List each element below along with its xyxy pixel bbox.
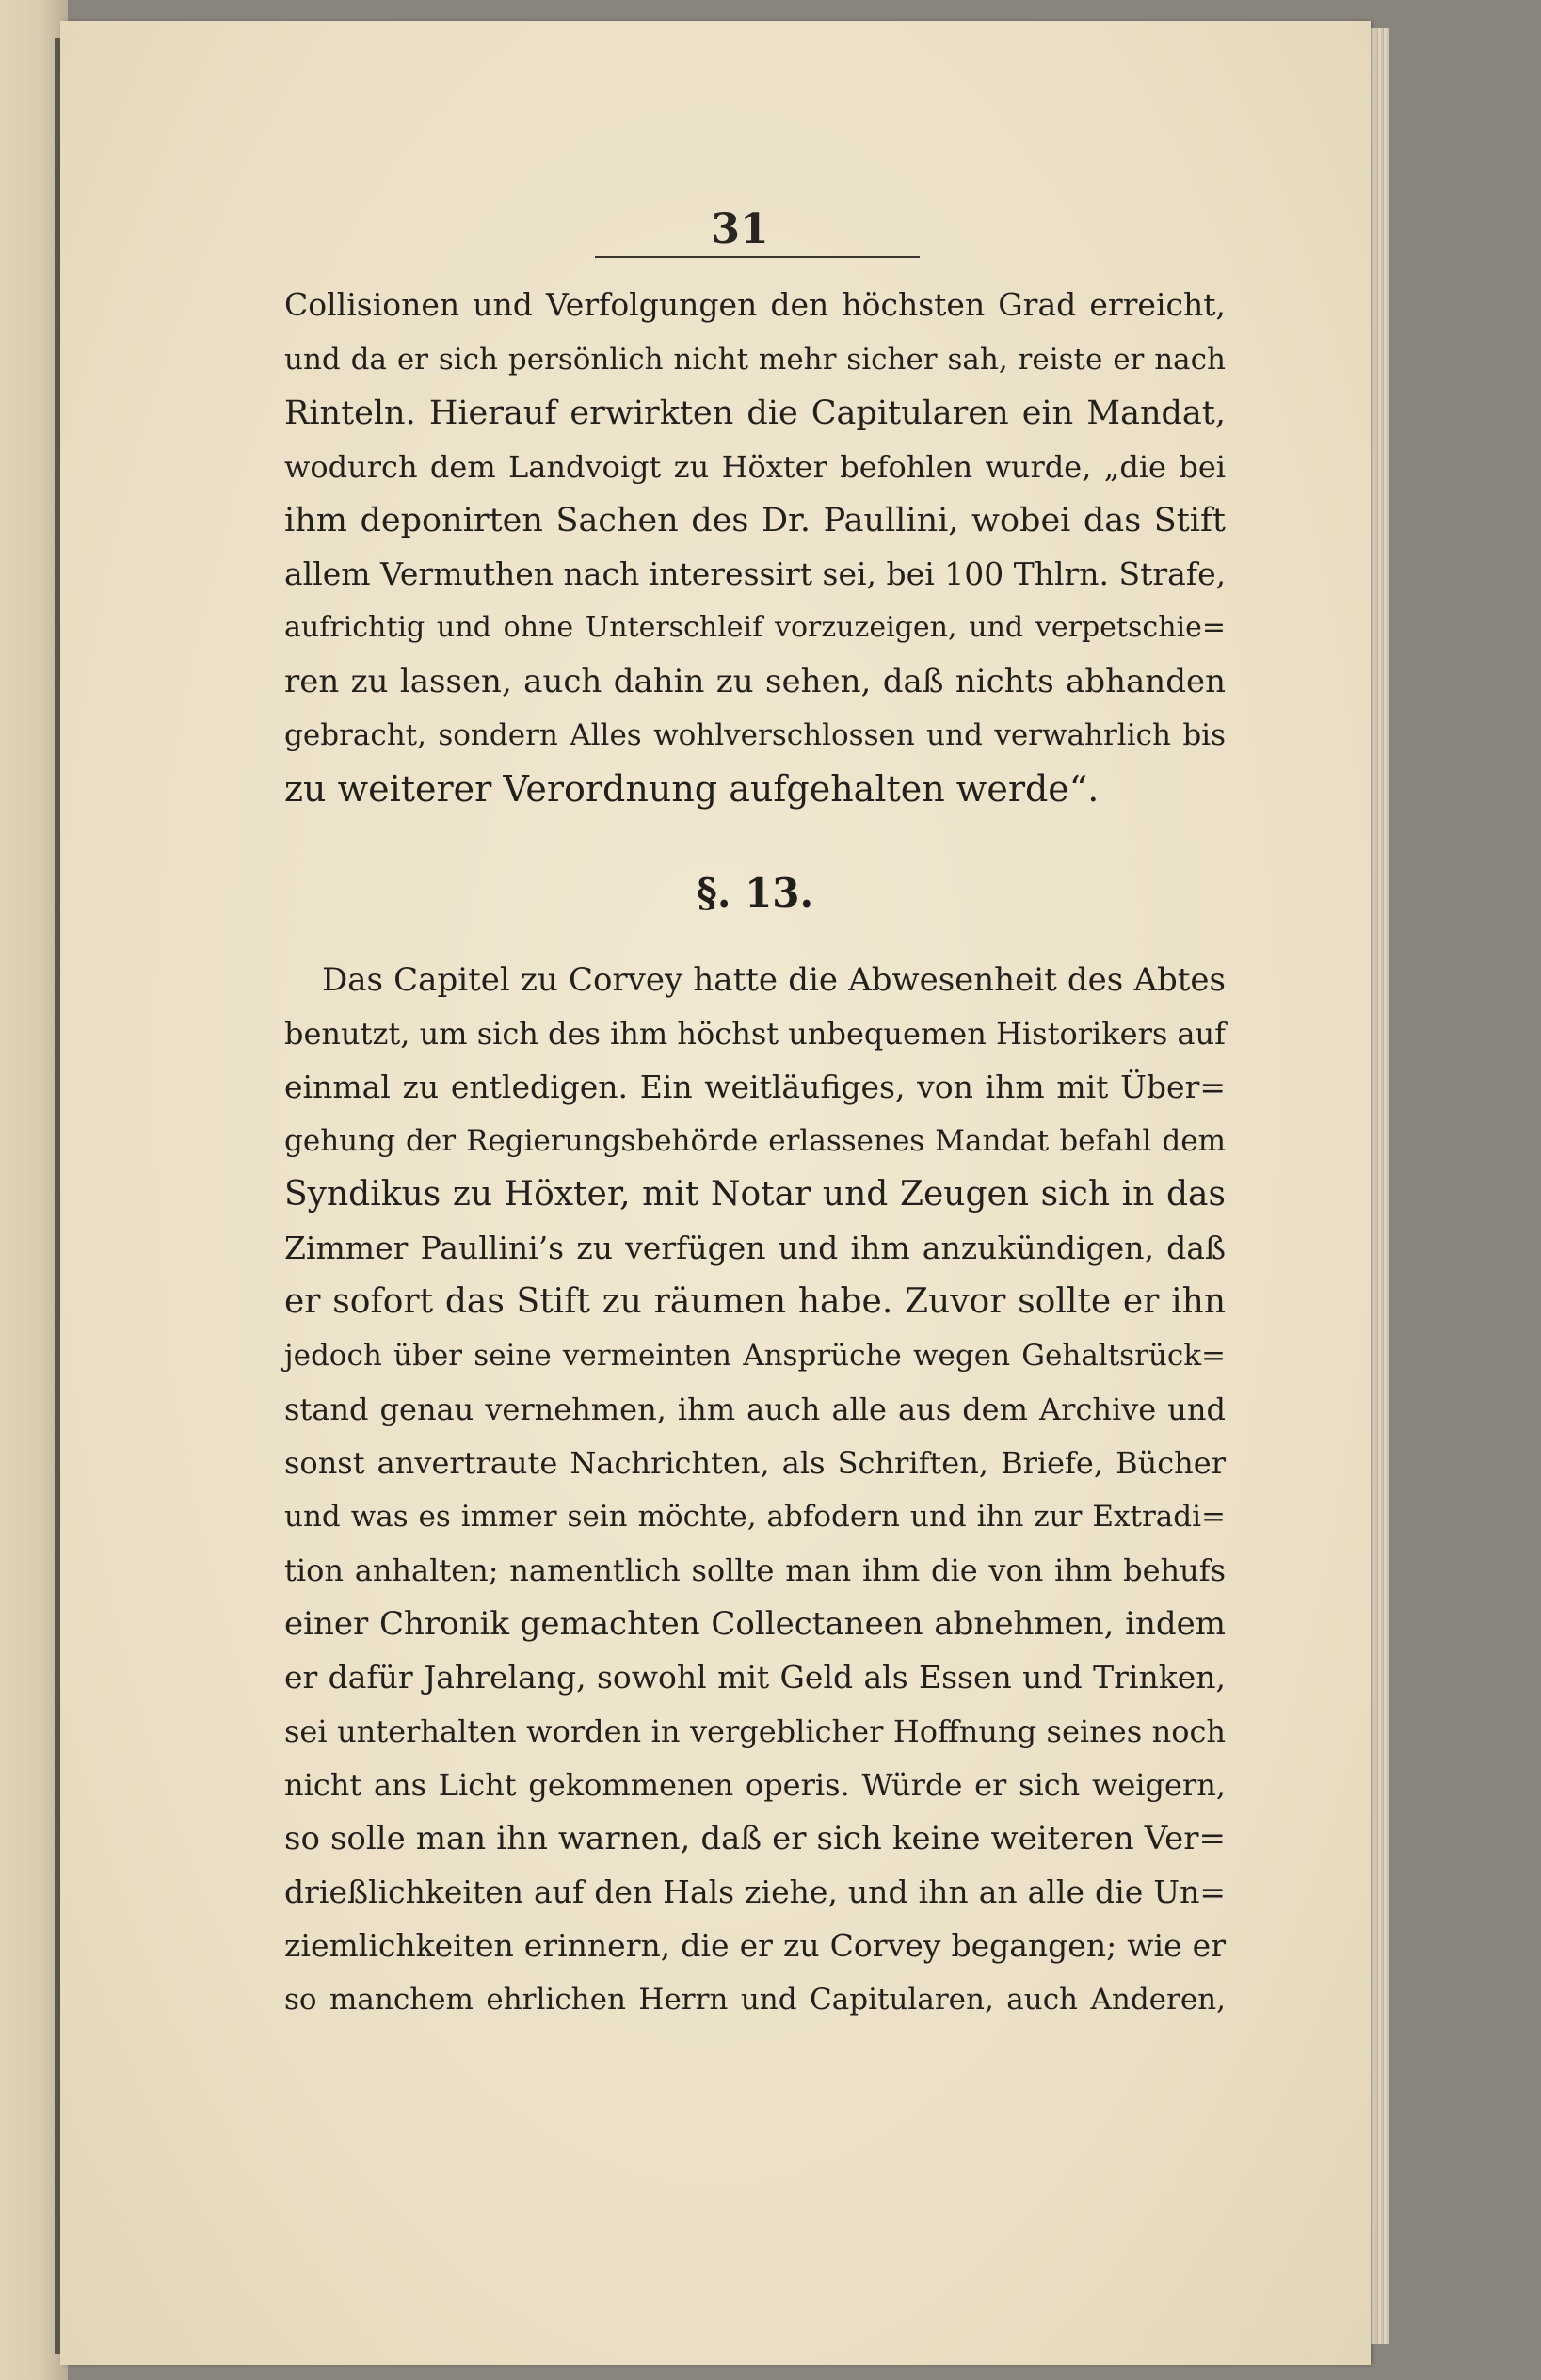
header-rule	[595, 256, 920, 258]
text-line: jedoch über seine vermeinten Ansprüche wegen Gehaltsrück=	[284, 1339, 1226, 1373]
text-line: zu weiterer Verordnung aufgehalten werde“.	[284, 768, 1100, 810]
text-line: Rinteln. Hierauf erwirkten die Capitularen ein Mandat,	[284, 394, 1226, 432]
text-line: wodurch dem Landvoigt zu Höxter befohlen wurde, „die bei	[284, 449, 1226, 485]
text-line: und was es immer sein möchte, abfodern und ihn zur Extradi=	[284, 1500, 1226, 1534]
text-line: drießlichkeiten auf den Hals ziehe, und ihn an alle die Un=	[284, 1873, 1226, 1910]
text-line: nicht ans Licht gekommenen operis. Würde er sich weigern,	[284, 1767, 1226, 1803]
text-line: stand genau vernehmen, ihm auch alle aus dem Archive und	[284, 1391, 1226, 1427]
text-line: tion anhalten; namentlich sollte man ihm die von ihm behufs	[284, 1552, 1226, 1588]
text-line: so manchem ehrlichen Herrn und Capitularen, auch Anderen,	[284, 1983, 1226, 2017]
text-line: er dafür Jahrelang, sowohl mit Geld als Essen und Trinken,	[284, 1659, 1226, 1696]
text-line: benutzt, um sich des ihm höchst unbequemen Historikers auf	[284, 1016, 1226, 1052]
text-line: ren zu lassen, auch dahin zu sehen, daß nichts abhanden	[284, 663, 1226, 700]
text-line: sonst anvertraute Nachrichten, als Schriften, Briefe, Bücher	[284, 1445, 1226, 1481]
book-page	[60, 21, 1371, 2365]
text-line: einmal zu entledigen. Ein weitläufiges, von ihm mit Über=	[284, 1069, 1226, 1105]
text-line: gebracht, sondern Alles wohlverschlossen und verwahrlich bis	[284, 718, 1226, 752]
text-line: Collisionen und Verfolgungen den höchsten Grad erreicht,	[284, 286, 1226, 323]
text-line: ziemlichkeiten erinnern, die er zu Corvey begangen; wie er	[284, 1927, 1226, 1964]
text-line: Zimmer Paullini’s zu verfügen und ihm anzukündigen, daß	[284, 1230, 1226, 1266]
text-line: so solle man ihn warnen, daß er sich keine weiteren Ver=	[284, 1820, 1226, 1857]
page-number: 31	[711, 205, 769, 253]
text-line: allem Vermuthen nach interessirt sei, bei 100 Thlrn. Strafe,	[284, 555, 1227, 592]
text-line: aufrichtig und ohne Unterschleif vorzuzeigen, und verpetschie=	[284, 611, 1226, 644]
text-line: gehung der Regierungsbehörde erlassenes Mandat befahl dem	[284, 1124, 1226, 1158]
text-line: er sofort das Stift zu räumen habe. Zuvor sollte er ihn	[284, 1282, 1226, 1321]
text-line: und da er sich persönlich nicht mehr sicher sah, reiste er nach	[284, 343, 1226, 377]
text-line: Das Capitel zu Corvey hatte die Abwesenheit des Abtes	[322, 961, 1226, 999]
section-heading: §. 13.	[696, 870, 814, 916]
text-line: sei unterhalten worden in vergeblicher Hoffnung seines noch	[284, 1713, 1226, 1749]
text-line: ihm deponirten Sachen des Dr. Paullini, wobei das Stift	[284, 502, 1226, 539]
text-line: Syndikus zu Höxter, mit Notar und Zeugen sich in das	[284, 1175, 1226, 1214]
text-line: einer Chronik gemachten Collectaneen abnehmen, indem	[284, 1605, 1226, 1643]
